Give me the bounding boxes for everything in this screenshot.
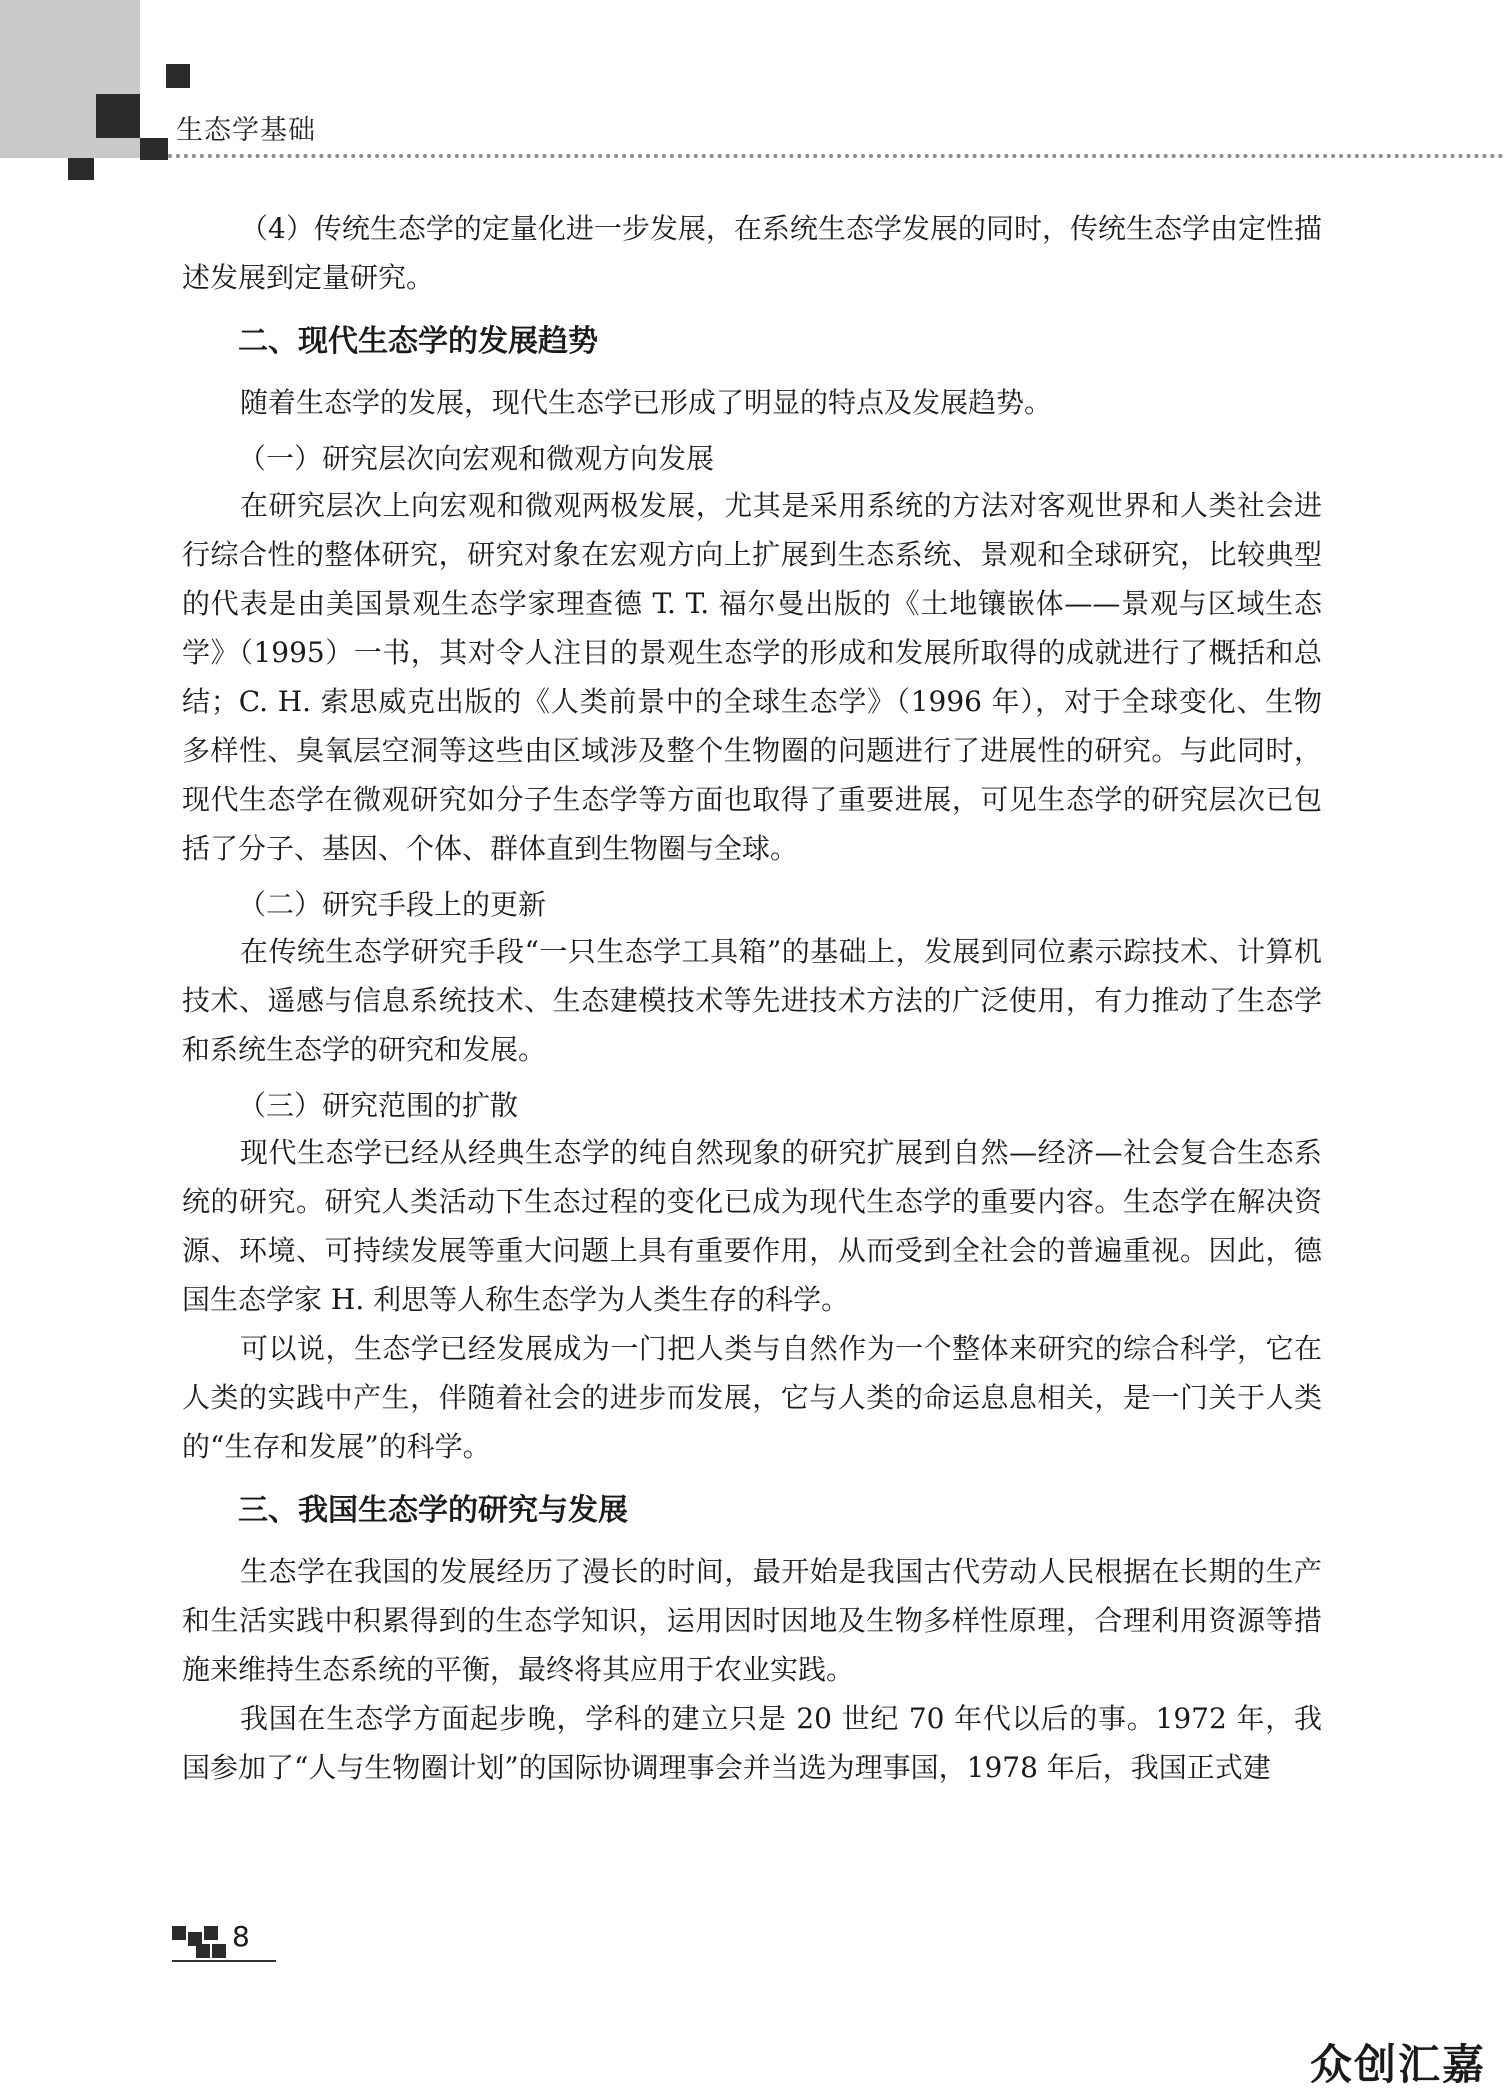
subsection-heading: （一）研究层次向宏观和微观方向发展: [238, 442, 715, 475]
header-decoration-square: [68, 158, 94, 180]
header-dotted-rule: [168, 154, 1504, 158]
watermark: 众创汇嘉: [1309, 2040, 1486, 2089]
header-decoration-square: [140, 138, 168, 160]
paragraph: 随着生态学的发展，现代生态学已形成了明显的特点及发展趋势。: [240, 386, 1053, 419]
header-decoration-square: [166, 64, 190, 88]
paragraph: 在传统生态学研究手段“一只生态学工具箱”的基础上，发展到同位素示踪技术、计算机技术、遥感与信息系统技术、生态建模技术等先进技术方法的广泛使用，有力推动了生态学和系统生态学的研究和发展。: [182, 935, 1322, 1066]
paragraph: 我国在生态学方面起步晚，学科的建立只是 20 世纪 70 年代以后的事。1972 年，我国参加了“人与生物圈计划”的国际协调理事会并当选为理事国，1978 年后，我国正式建: [182, 1702, 1322, 1784]
paragraph: 可以说，生态学已经发展成为一门把人类与自然作为一个整体来研究的综合科学，它在人类的实践中产生，伴随着社会的进步而发展，它与人类的命运息息相关，是一门关于人类的“生存和发展”的科学。: [182, 1332, 1322, 1463]
page-body: [182, 204, 1322, 1792]
running-header-title: 生态学基础: [176, 115, 316, 146]
paragraph: 生态学在我国的发展经历了漫长的时间，最开始是我国古代劳动人民根据在长期的生产和生活实践中积累得到的生态学知识，运用因时因地及生物多样性原理，合理利用资源等措施来维持生态系统的平衡，最终将其应用于农业实践。: [182, 1555, 1322, 1686]
header-decoration-square: [96, 94, 140, 138]
subsection-heading: （三）研究范围的扩散: [238, 1089, 519, 1122]
paragraph: （4）传统生态学的定量化进一步发展，在系统生态学发展的同时，传统生态学由定性描述发展到定量研究。: [182, 212, 1322, 294]
page-number: 8: [232, 1920, 250, 1953]
section-heading: 三、我国生态学的研究与发展: [238, 1493, 628, 1528]
footer-decoration-square: [204, 1926, 218, 1940]
footer-decoration-square: [212, 1944, 226, 1958]
section-heading: 二、现代生态学的发展趋势: [238, 324, 598, 359]
footer-decoration-square: [172, 1926, 186, 1940]
footer-decoration-square: [196, 1944, 210, 1958]
paragraph: 现代生态学已经从经典生态学的纯自然现象的研究扩展到自然—经济—社会复合生态系统的研究。研究人类活动下生态过程的变化已成为现代生态学的重要内容。生态学在解决资源、环境、可持续发展等重大问题上具有重要作用，从而受到全社会的普遍重视。因此，德国生态学家 H. 利思等人称生态学为人类生存的科学。: [182, 1136, 1322, 1316]
subsection-heading: （二）研究手段上的更新: [238, 888, 547, 921]
footer-rule: [172, 1960, 276, 1962]
paragraph: 在研究层次上向宏观和微观两极发展，尤其是采用系统的方法对客观世界和人类社会进行综合性的整体研究，研究对象在宏观方向上扩展到生态系统、景观和全球研究，比较典型的代表是由美国景观生态学家理查德 T. T. 福尔曼出版的《土地镶嵌体——景观与区域生态学》（1995）一书，其对令人注目的景观生态学的形成和发展所取得的成就进行了概括和总结；C. H. 索思威克出版的《人类前景中的全球生态学》（1996 年），对于全球变化、生物多样性、臭氧层空洞等这些由区域涉及整个生物圈的问题进行了进展性的研究。与此同时，现代生态学在微观研究如分子生态学等方面也取得了重要进展，可见生态学的研究层次已包括了分子、基因、个体、群体直到生物圈与全球。: [182, 489, 1322, 865]
